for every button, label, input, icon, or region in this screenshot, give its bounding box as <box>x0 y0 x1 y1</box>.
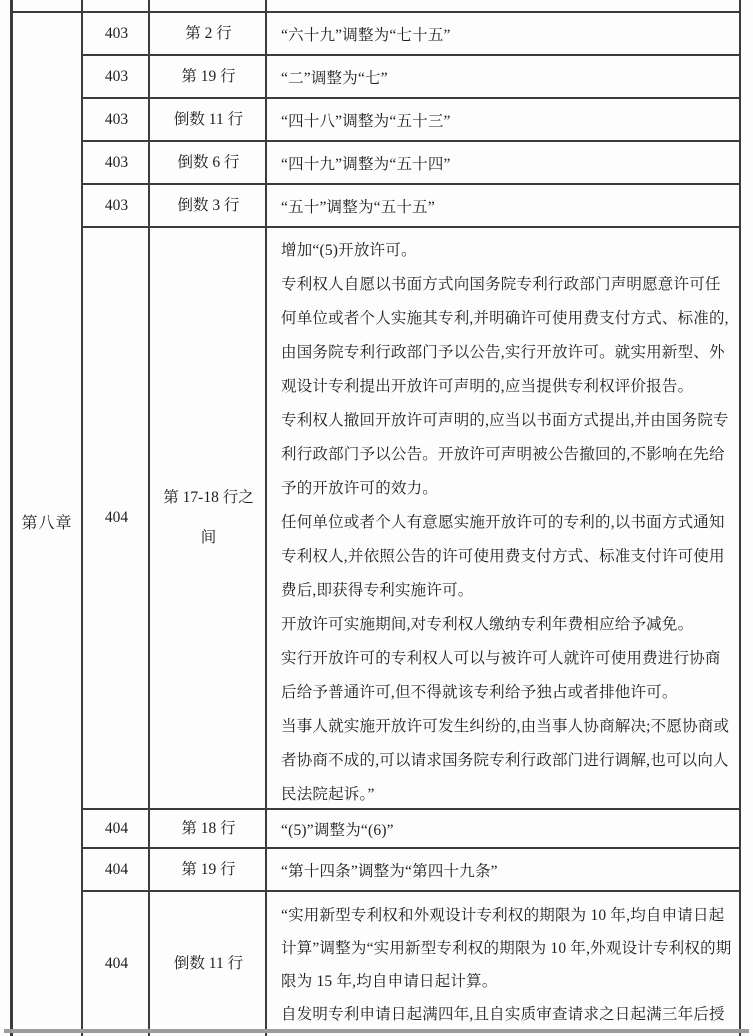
line-ref-cell: 倒数 6 行 <box>177 153 240 171</box>
page-number-cell: 404 <box>104 955 129 972</box>
change-text: “四十八”调整为“五十三” <box>281 112 451 130</box>
line-ref-cell: 第 19 行 <box>181 860 236 878</box>
page-number-cell: 403 <box>104 153 129 171</box>
table-row <box>83 849 739 890</box>
line-ref-cell: 倒数 11 行 <box>173 110 244 128</box>
change-text: 实行开放许可的专利权人可以与被许可人就许可使用费进行协商后给予普通许可,但不得就该专利给予独占或者排他许可。 <box>281 650 721 701</box>
change-text: “六十九”调整为“七十五” <box>281 26 451 44</box>
change-content-cell <box>267 142 739 183</box>
change-text: 自发明专利申请日起满四年,且自实质审查请求之日起满三年后授 <box>281 1006 725 1023</box>
change-content-cell <box>267 13 739 54</box>
change-text: “二”调整为“七” <box>281 69 388 87</box>
page-number-cell: 403 <box>104 196 129 214</box>
change-content-cell <box>267 228 739 808</box>
table-row <box>83 99 739 140</box>
change-text: 专利权人自愿以书面方式向国务院专利行政部门声明愿意许可任何单位或者个人实施其专利,并明确许可使用费支付方式、标准的,由国务院专利行政部门予以公告,实行开放许可。就实用新型、外观设计专利提出开放许可声明的,应当提供专利权评价报告。 <box>281 276 729 395</box>
line-ref-cell: 第 18 行 <box>181 819 236 837</box>
line-ref-cell: 第 17-18 行之间 <box>163 489 254 546</box>
chapter-label: 第八章 <box>21 514 73 532</box>
change-content-cell <box>267 56 739 97</box>
table-row <box>83 142 739 183</box>
change-text: 开放许可实施期间,对专利权人缴纳专利年费相应给予减免。 <box>281 616 694 633</box>
page-number-cell: 404 <box>104 860 129 878</box>
table-row <box>83 185 739 226</box>
line-ref-cell: 倒数 3 行 <box>177 196 240 214</box>
table-row <box>83 56 739 97</box>
change-content-cell <box>267 892 739 1036</box>
change-content-cell <box>267 849 739 890</box>
table-row <box>83 13 739 54</box>
line-ref-cell: 倒数 11 行 <box>173 955 244 972</box>
change-text: “五十”调整为“五十五” <box>281 198 435 216</box>
page-number-cell: 404 <box>104 819 129 837</box>
change-content-cell <box>267 99 739 140</box>
change-text: 当事人就实施开放许可发生纠纷的,由当事人协商解决;不愿协商或者协商不成的,可以请求国务院专利行政部门进行调解,也可以向人民法院起诉。” <box>281 718 730 803</box>
line-ref-cell: 第 19 行 <box>181 67 236 85</box>
change-text: 专利权人撤回开放许可声明的,应当以书面方式提出,并由国务院专利行政部门予以公告。开放许可声明被公告撤回的,不影响在先给予的开放许可的效力。 <box>281 412 729 497</box>
line-ref-cell: 第 2 行 <box>185 24 232 42</box>
change-content-cell <box>267 185 739 226</box>
page-number-cell: 404 <box>104 509 129 526</box>
change-text: “四十九”调整为“五十四” <box>281 155 451 173</box>
table-row <box>83 810 739 847</box>
change-text: “实用新型专利权和外观设计专利权的期限为 10 年,均自申请日起计算”调整为“实用新型专利权的期限为 10 年,外观设计专利权的期限为 15 年,均自申请日起计算。 <box>281 907 732 990</box>
table-row <box>83 228 739 808</box>
chapter-cell <box>13 13 81 1029</box>
change-content-cell <box>267 810 739 847</box>
change-text: 增加“(5)开放许可。 <box>281 242 417 259</box>
page-number-cell: 403 <box>104 67 129 85</box>
change-text: “第十四条”调整为“第四十九条” <box>281 862 498 880</box>
page-number-cell: 403 <box>104 24 129 42</box>
change-text: 任何单位或者个人有意愿实施开放许可的专利的,以书面方式通知专利权人,并依照公告的许可使用费支付方式、标准支付许可使用费后,即获得专利实施许可。 <box>281 514 725 599</box>
change-text: “(5)”调整为“(6)” <box>281 821 394 839</box>
page-number-cell: 403 <box>104 110 129 128</box>
table-row <box>83 892 739 1036</box>
table-border-right <box>739 0 741 1036</box>
